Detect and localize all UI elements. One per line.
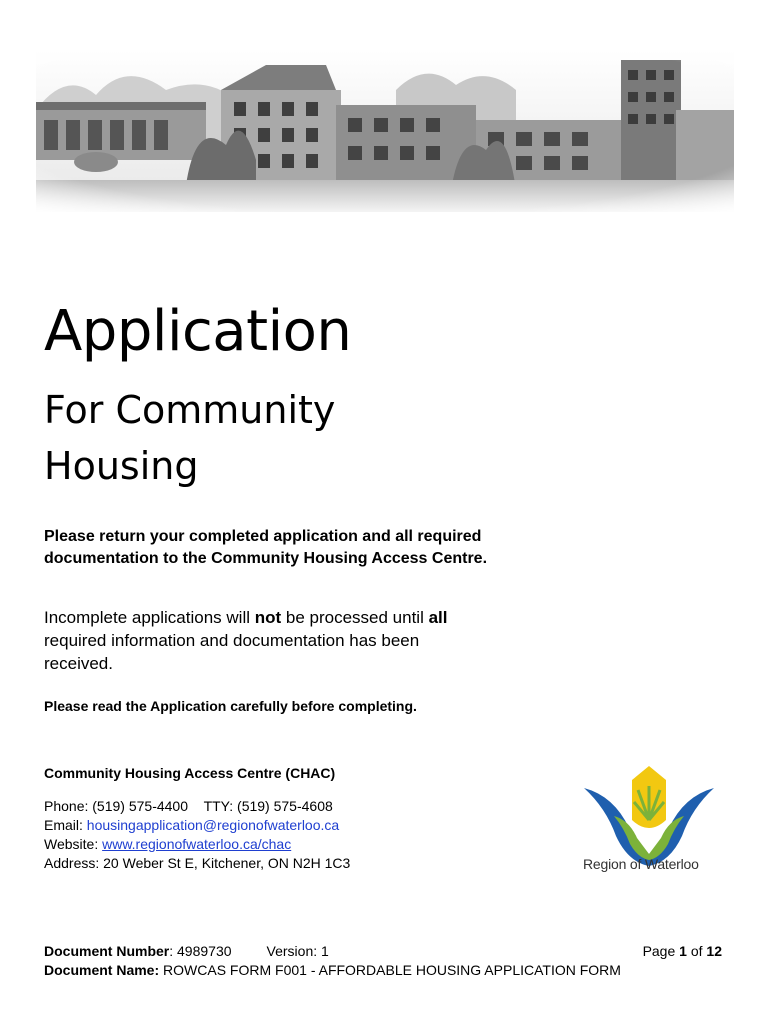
header-building-photo: [36, 50, 734, 212]
emphasis-not: not: [254, 608, 282, 627]
phone-line: Phone: (519) 575-4400 TTY: (519) 575-4608: [44, 798, 333, 814]
document-subtitle: [44, 382, 335, 494]
website-link[interactable]: www.regionofwaterloo.ca/chac: [102, 836, 292, 852]
email-line: Email: housingapplication@regionofwaterloo.ca: [44, 817, 340, 833]
emphasis-all: all: [428, 608, 448, 627]
document-name: Document Name: ROWCAS FORM F001 - AFFORDABLE HOUSING APPLICATION FORM: [44, 962, 621, 978]
incomplete-notice: Incomplete applications will not be processed until all required information and documentation has been received.: [44, 608, 448, 673]
email-link[interactable]: housingapplication@regionofwaterloo.ca: [86, 817, 340, 833]
subtitle-line-1: For Community: [44, 388, 336, 432]
logo-text: Region of Waterloo: [583, 856, 699, 872]
contact-info: [44, 764, 544, 873]
document-footer: [44, 942, 722, 980]
address-value: 20 Weber St E, Kitchener, ON N2H 1C3: [103, 855, 351, 871]
phone-number: (519) 575-4400: [92, 798, 189, 814]
return-instructions: Please return your completed application and all required documentation to the Community Housing Access Centre.: [44, 528, 488, 567]
website-line: Website: www.regionofwaterloo.ca/chac: [44, 836, 292, 852]
read-carefully-note: Please read the Application carefully before completing.: [44, 698, 417, 714]
page-indicator: Page 1 of 12: [642, 943, 722, 959]
footer-row-1: [44, 942, 722, 961]
contact-heading: Community Housing Access Centre (CHAC): [44, 765, 336, 781]
tty-number: (519) 575-4608: [237, 798, 333, 814]
version: Version: 1: [266, 943, 329, 959]
document-title: Application: [44, 299, 352, 364]
footer-row-2: [44, 961, 722, 980]
subtitle-line-2: Housing: [44, 444, 199, 488]
address-line: Address: 20 Weber St E, Kitchener, ON N2H 1C3: [44, 855, 351, 871]
document-number: Document Number: 4989730 Version: 1: [44, 943, 329, 959]
